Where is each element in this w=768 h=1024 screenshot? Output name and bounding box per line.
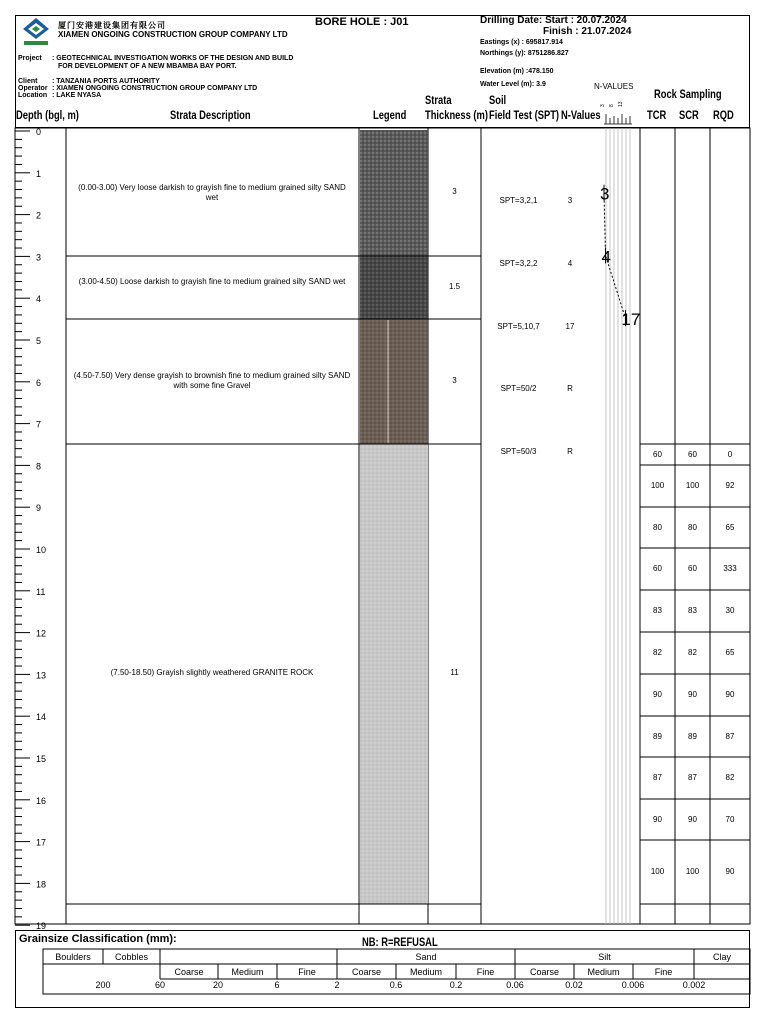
operator-label: Operator [18, 85, 48, 92]
eastings: Eastings (x) : 695817.914 [480, 39, 563, 46]
scr-header: SCR [679, 108, 699, 122]
grainsize-scale-label: 0.2 [449, 980, 463, 990]
nvalues-tick-label: 8 [609, 104, 615, 107]
rock-tcr-value: 87 [653, 773, 662, 782]
rock-rqd-value: 333 [723, 564, 737, 573]
location-value: : LAKE NYASA [52, 92, 102, 99]
depth-label: 4 [36, 294, 42, 305]
field-test-header: Field Test (SPT) [489, 108, 560, 122]
rock-scr-value: 87 [688, 773, 697, 782]
sand-medium: Medium [409, 967, 442, 977]
depth-label: 13 [36, 670, 47, 681]
strata-description-header: Strata Description [170, 108, 251, 122]
spt-n-3: 17 [565, 322, 575, 331]
rock-rqd-value: 92 [725, 481, 735, 490]
rock-tcr-value: 60 [653, 564, 662, 573]
project-label: Project [18, 55, 42, 62]
nvalues-tick-label: 3 [600, 104, 606, 107]
soil-header: Soil [489, 93, 507, 107]
grainsize-scale-label: 6 [274, 980, 280, 990]
grain-silt: Silt [598, 952, 611, 962]
depth-label: 2 [36, 210, 42, 221]
company-name: XIAMEN ONGOING CONSTRUCTION GROUP COMPANY LTD [58, 30, 288, 39]
depth-label: 14 [36, 712, 47, 723]
rock-tcr-value: 100 [650, 481, 665, 490]
operator-value: : XIAMEN ONGOING CONSTRUCTION GROUP COMPANY LTD [52, 85, 258, 92]
rock-tcr-value: 80 [653, 522, 662, 532]
gravel-fine: Fine [298, 967, 316, 977]
gravel-medium: Medium [231, 967, 264, 977]
project-line1: : GEOTECHNICAL INVESTIGATION WORKS OF THE DESIGN AND BUILD [52, 55, 294, 62]
depth-label: 6 [36, 377, 42, 388]
tcr-header: TCR [647, 108, 667, 122]
grainsize-scale-label: 2 [334, 980, 340, 990]
rock-tcr-value: 90 [653, 814, 662, 824]
depth-label: 17 [36, 837, 47, 848]
spt-n-2: 4 [567, 259, 573, 268]
rock-rqd-value: 87 [725, 731, 735, 741]
legend-header: Legend [373, 108, 407, 122]
depth-label: 0 [36, 127, 42, 137]
strata-thickness-3: 3 [452, 376, 457, 385]
rock-scr-value: 80 [688, 522, 697, 532]
spt-n-1: 3 [567, 196, 573, 205]
depth-label: 5 [36, 336, 42, 346]
rock-scr-value: 82 [688, 648, 697, 657]
sand-coarse: Coarse [351, 967, 381, 977]
client-value: : TANZANIA PORTS AUTHORITY [52, 78, 160, 85]
grain-boulders: Boulders [55, 952, 91, 962]
grainsize-title: Grainsize Classification (mm): [19, 933, 177, 945]
northings: Northings (y): 8751286.827 [480, 50, 569, 57]
elevation: Elevation (m) :478.150 [480, 68, 554, 75]
strata-thickness-4: 11 [450, 668, 459, 677]
rock-rqd-value: 90 [725, 690, 735, 699]
rock-rqd-value: 30 [725, 606, 735, 615]
location-label: Location [18, 92, 48, 99]
nvalues-point-label: 4 [601, 247, 611, 267]
company-chinese-name: 厦门安港建设集团有限公司 [58, 21, 166, 30]
rock-tcr-value: 90 [653, 690, 662, 699]
rock-tcr-value: 89 [653, 731, 662, 741]
grainsize-scale-label: 20 [212, 980, 223, 990]
rock-scr-value: 60 [688, 449, 697, 459]
rock-rqd-value: 65 [725, 648, 735, 657]
depth-header: Depth (bgl, m) [16, 108, 79, 122]
refusal-note: NB: R=REFUSAL [362, 935, 438, 949]
rock-scr-value: 90 [688, 814, 697, 824]
strata-thickness-2: 1.5 [448, 282, 461, 291]
rock-rqd-value: 82 [725, 773, 735, 782]
rock-tcr-value: 60 [653, 449, 662, 459]
silt-medium: Medium [587, 967, 620, 977]
nvalues-point-label: 17 [621, 310, 641, 330]
depth-label: 7 [36, 419, 42, 430]
depth-label: 9 [36, 503, 42, 514]
n-values-header: N-Values [561, 108, 601, 122]
depth-label: 18 [36, 879, 47, 890]
depth-label: 10 [36, 545, 47, 555]
spt-n-5: R [567, 447, 573, 456]
silt-coarse: Coarse [529, 967, 559, 977]
spt-n-4: R [567, 384, 573, 393]
rock-scr-value: 100 [685, 481, 700, 490]
strata-description-1: (0.00-3.00) Very loose darkish to grayish fine to medium grained silty SAND wet [78, 183, 346, 202]
thickness-header: Thickness (m) [425, 108, 488, 122]
rock-scr-value: 83 [688, 606, 697, 615]
depth-label: 16 [36, 795, 47, 806]
depth-label: 19 [36, 921, 47, 930]
spt-test-5: SPT=50/3 [500, 447, 537, 456]
silt-fine: Fine [654, 967, 673, 977]
nvalues-point-label: 3 [600, 184, 610, 204]
grainsize-scale-label: 0.002 [682, 980, 706, 990]
depth-label: 12 [36, 628, 47, 639]
rock-rqd-value: 0 [727, 449, 733, 459]
grainsize-scale-label: 0.06 [506, 980, 524, 990]
grain-cobbles: Cobbles [114, 952, 149, 962]
rock-scr-value: 100 [685, 867, 700, 876]
rock-rqd-value: 70 [725, 814, 735, 824]
client-label: Client [18, 78, 38, 85]
spt-test-1: SPT=3,2,1 [499, 196, 538, 205]
nvalues-chart-title: N-VALUES [594, 82, 634, 91]
project-line2: FOR DEVELOPMENT OF A NEW MBAMBA BAY PORT. [58, 63, 237, 70]
grainsize-scale-label: 60 [154, 980, 165, 990]
grainsize-scale-label: 200 [95, 980, 111, 990]
grain-clay: Clay [712, 952, 731, 962]
spt-test-4: SPT=50/2 [500, 384, 537, 393]
rock-sampling-header: Rock Sampling [654, 87, 722, 101]
rock-scr-value: 60 [688, 564, 697, 573]
depth-label: 3 [36, 252, 42, 263]
drilling-start: Drilling Date: Start : 20.07.2024 [480, 15, 627, 26]
gravel-coarse: Coarse [174, 967, 204, 977]
grain-sand: Sand [415, 952, 437, 962]
strata-header: Strata [425, 93, 452, 107]
rock-scr-value: 90 [688, 690, 697, 699]
borehole-title: BORE HOLE : J01 [315, 16, 409, 28]
depth-label: 1 [36, 168, 42, 179]
depth-label: 11 [36, 586, 46, 597]
rqd-header: RQD [713, 108, 734, 122]
rock-tcr-value: 82 [653, 648, 662, 657]
rock-rqd-value: 90 [725, 867, 735, 876]
rock-tcr-value: 100 [650, 867, 665, 876]
spt-test-2: SPT=3,2,2 [499, 259, 538, 268]
rock-rqd-value: 65 [725, 522, 735, 532]
depth-label: 15 [36, 754, 47, 764]
depth-label: 8 [36, 461, 42, 472]
spt-test-3: SPT=5,10,7 [497, 322, 540, 331]
grainsize-scale-label: 0.6 [389, 980, 403, 990]
grainsize-scale-label: 0.02 [565, 980, 583, 990]
water-level: Water Level (m): 3.9 [480, 81, 546, 88]
nvalues-tick-label: 13 [618, 101, 624, 107]
rock-scr-value: 89 [688, 731, 697, 741]
strata-description-2: (3.00-4.50) Loose darkish to grayish fine to medium grained silty SAND wet [78, 277, 346, 286]
grainsize-scale-label: 0.006 [621, 980, 645, 990]
strata-description-3: (4.50-7.50) Very dense grayish to brownish fine to medium grained silty SAND with some fine Gravel [73, 371, 351, 390]
sand-fine: Fine [476, 967, 495, 977]
strata-thickness-1: 3 [452, 187, 457, 196]
strata-description-4: (7.50-18.50) Grayish slightly weathered GRANITE ROCK [110, 668, 314, 677]
drilling-finish: Finish : 21.07.2024 [543, 26, 632, 37]
rock-tcr-value: 83 [653, 606, 662, 615]
